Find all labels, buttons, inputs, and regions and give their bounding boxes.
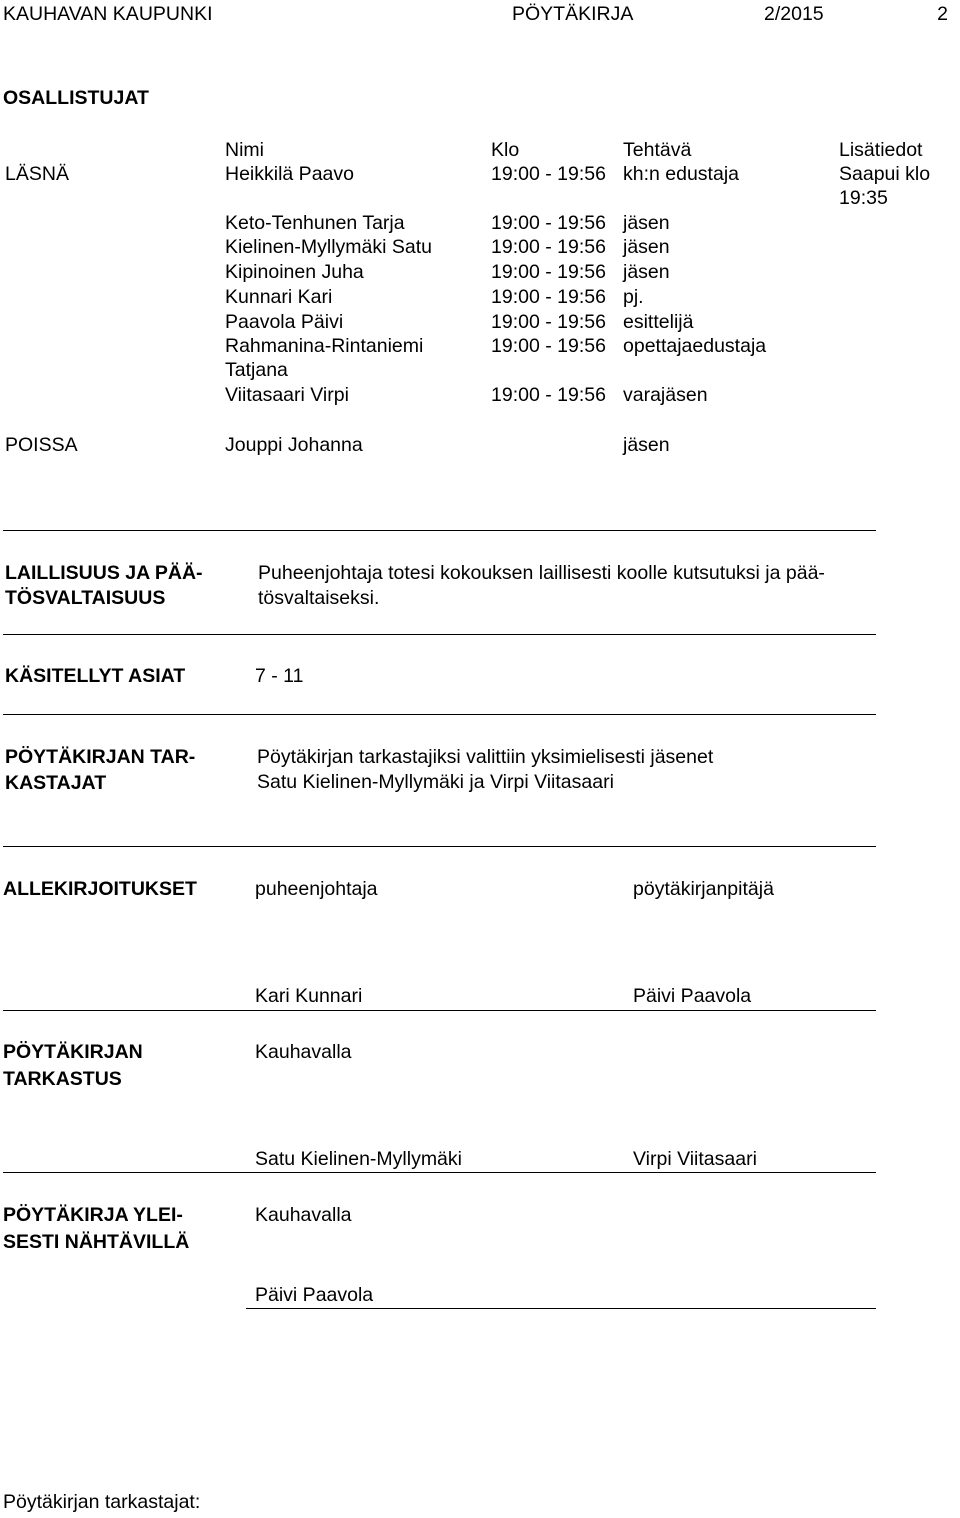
signature-line: [3, 1172, 876, 1173]
matters-value: 7 - 11: [255, 665, 304, 687]
present-notes: Saapui klo: [839, 163, 931, 185]
signature-line: [3, 1010, 876, 1011]
present-name: Kipinoinen Juha: [225, 261, 364, 283]
signature-name-secretary: Päivi Paavola: [633, 985, 752, 1007]
legality-text-continued: tösvaltaiseksi.: [258, 587, 380, 609]
present-name: Rahmanina-Rintaniemi: [225, 335, 424, 357]
present-role: opettajaedustaja: [623, 335, 767, 357]
present-time: 19:00 - 19:56: [491, 311, 606, 333]
footer-inspectors-label: Pöytäkirjan tarkastajat:: [3, 1491, 201, 1513]
present-time: 19:00 - 19:56: [491, 163, 606, 185]
present-role: pj.: [623, 286, 644, 308]
matters-label: KÄSITELLYT ASIAT: [5, 665, 186, 687]
signature-role-chair: puheenjohtaja: [255, 878, 378, 900]
present-role: kh:n edustaja: [623, 163, 740, 185]
present-time: 19:00 - 19:56: [491, 236, 606, 258]
inspectors-text: Pöytäkirjan tarkastajiksi valittiin yksimielisesti jäsenet: [257, 746, 714, 768]
present-name: Kielinen-Myllymäki Satu: [225, 236, 432, 258]
legality-label: LAILLISUUS JA PÄÄ-: [5, 562, 203, 584]
present-label: LÄSNÄ: [5, 163, 69, 185]
present-time: 19:00 - 19:56: [491, 335, 606, 357]
present-name: Paavola Päivi: [225, 311, 344, 333]
present-name: Viitasaari Virpi: [225, 384, 349, 406]
section-divider: [3, 530, 876, 531]
present-time: 19:00 - 19:56: [491, 261, 606, 283]
present-role: jäsen: [623, 236, 670, 258]
attendance-section-title: OSALLISTUJAT: [3, 87, 149, 109]
header-doc-number: 2/2015: [764, 3, 824, 25]
section-divider: [3, 634, 876, 635]
public-signature-name: Päivi Paavola: [255, 1284, 374, 1306]
header-doc-type: PÖYTÄKIRJA: [512, 3, 634, 25]
present-notes-continued: 19:35: [839, 187, 888, 209]
column-header-name: Nimi: [225, 139, 264, 161]
inspectors-text-continued: Satu Kielinen-Myllymäki ja Virpi Viitasaari: [257, 771, 614, 793]
public-place: Kauhavalla: [255, 1204, 352, 1226]
column-header-role: Tehtävä: [623, 139, 692, 161]
absent-label: POISSA: [5, 434, 78, 456]
section-divider: [3, 714, 876, 715]
present-time: 19:00 - 19:56: [491, 384, 606, 406]
review-signature-name-2: Virpi Viitasaari: [633, 1148, 757, 1170]
header-page-number: 2: [937, 3, 948, 25]
review-label: PÖYTÄKIRJAN: [3, 1041, 143, 1063]
present-name: Keto-Tenhunen Tarja: [225, 212, 405, 234]
present-role: jäsen: [623, 212, 670, 234]
present-time: 19:00 - 19:56: [491, 286, 606, 308]
signature-role-secretary: pöytäkirjanpitäjä: [633, 878, 774, 900]
present-name: Kunnari Kari: [225, 286, 333, 308]
public-label: PÖYTÄKIRJA YLEI-: [3, 1204, 183, 1226]
header-org: KAUHAVAN KAUPUNKI: [3, 3, 213, 25]
absent-name: Jouppi Johanna: [225, 434, 363, 456]
signature-name-chair: Kari Kunnari: [255, 985, 363, 1007]
review-place: Kauhavalla: [255, 1041, 352, 1063]
present-name: Heikkilä Paavo: [225, 163, 354, 185]
legality-label-continued: TÖSVALTAISUUS: [5, 587, 166, 609]
public-label-continued: SESTI NÄHTÄVILLÄ: [3, 1231, 190, 1253]
absent-role: jäsen: [623, 434, 670, 456]
review-label-continued: TARKASTUS: [3, 1068, 122, 1090]
column-header-time: Klo: [491, 139, 520, 161]
present-role: esittelijä: [623, 311, 694, 333]
column-header-notes: Lisätiedot: [839, 139, 923, 161]
present-time: 19:00 - 19:56: [491, 212, 606, 234]
present-role: varajäsen: [623, 384, 708, 406]
signatures-label: ALLEKIRJOITUKSET: [3, 878, 197, 900]
present-role: jäsen: [623, 261, 670, 283]
signature-line: [246, 1308, 876, 1309]
review-signature-name-1: Satu Kielinen-Myllymäki: [255, 1148, 462, 1170]
present-name-continued: Tatjana: [225, 359, 288, 381]
legality-text: Puheenjohtaja totesi kokouksen laillisesti koolle kutsutuksi ja pää-: [258, 562, 825, 584]
inspectors-label-continued: KASTAJAT: [5, 772, 107, 794]
inspectors-label: PÖYTÄKIRJAN TAR-: [5, 746, 196, 768]
section-divider: [3, 846, 876, 847]
